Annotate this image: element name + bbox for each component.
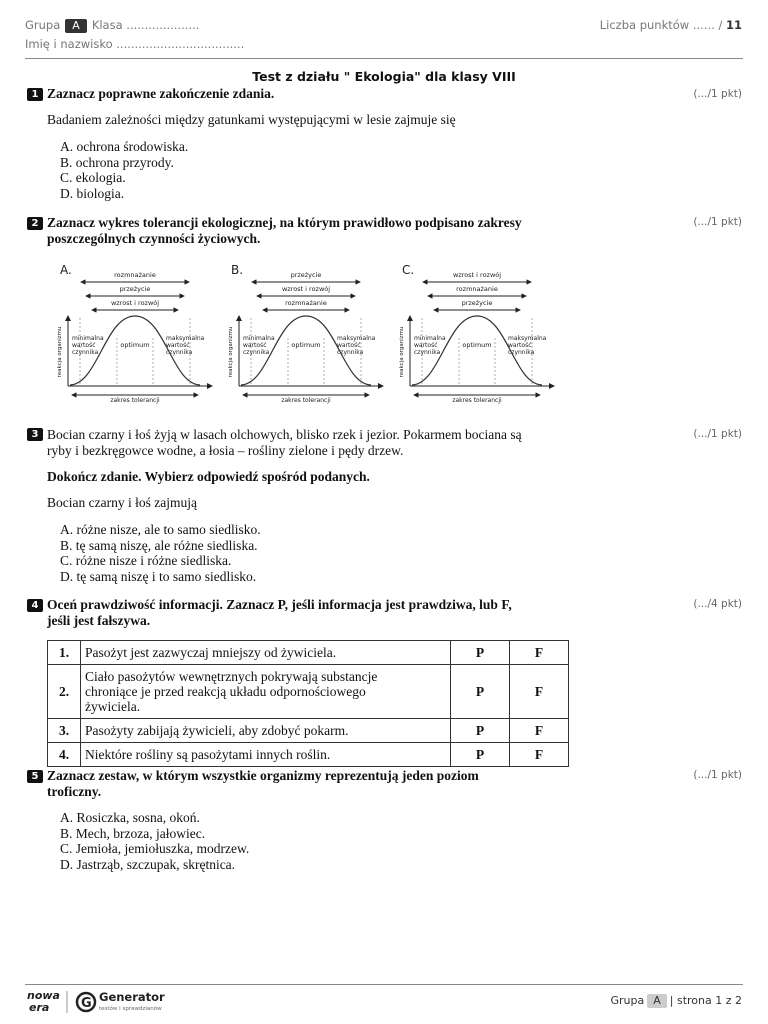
question-1-stem: Badaniem zależności między gatunkami występującymi w lesie zajmuje się	[47, 112, 456, 127]
question-3-line-2: ryby i bezkręgowce wodne, a łosia – rośliny zielone i pędy drzew.	[47, 443, 404, 458]
question-5-line-1: Zaznacz zestaw, w którym wszystkie organizmy reprezentują jeden poziom	[47, 768, 479, 783]
question-1-text: Zaznacz poprawne zakończenie zdania.	[47, 86, 275, 101]
product-name: Generator	[99, 990, 165, 1004]
min-value-label: wartość	[243, 342, 267, 349]
range-label: rozmnażanie	[456, 285, 498, 293]
option-a[interactable]: A. ochrona środowiska.	[60, 139, 189, 154]
min-value-label: czynnika	[414, 349, 441, 356]
min-value-label: minimalna	[72, 335, 104, 342]
question-4-points: (.../4 pkt)	[693, 598, 742, 610]
y-axis-label: reakcja organizmu	[228, 326, 234, 378]
y-axis-label: reakcja organizmu	[57, 326, 63, 378]
footer-divider	[25, 984, 743, 985]
group-label: Grupa	[25, 18, 61, 32]
header-divider	[25, 58, 743, 59]
question-5-line-2: troficzny.	[47, 784, 102, 799]
question-4-line-1: Oceń prawdziwość informacji. Zaznacz P, jeśli informacja jest prawdziwa, lub F,	[47, 597, 512, 612]
range-label: przeżycie	[290, 271, 322, 279]
false-option[interactable]: F	[510, 719, 569, 743]
page-number: | strona 1 z 2	[669, 994, 742, 1007]
option-d[interactable]: D. tę samą niszę i to samo siedlisko.	[60, 568, 257, 584]
tolerance-graphs	[50, 258, 570, 410]
brand-line-1: nowa	[27, 989, 60, 1002]
max-value-label: czynnika	[508, 349, 535, 356]
true-option[interactable]: P	[451, 719, 510, 743]
range-label: rozmnażanie	[114, 271, 156, 279]
points-total	[600, 18, 742, 32]
row-statement-line: Ciało pasożytów wewnętrznych pokrywają substancje	[85, 669, 378, 684]
question-2-number: 2	[27, 217, 43, 230]
tolerance-graph-c	[399, 263, 554, 404]
false-option[interactable]: F	[510, 641, 569, 665]
tolerance-range-label: zakres tolerancji	[281, 397, 331, 404]
table-row	[48, 665, 569, 719]
question-4-line-2: jeśli jest fałszywa.	[47, 613, 151, 628]
false-option[interactable]: F	[510, 743, 569, 767]
question-2-points: (.../1 pkt)	[693, 216, 742, 228]
question-3-points: (.../1 pkt)	[693, 428, 742, 440]
row-number: 3.	[48, 719, 81, 743]
row-statement-line: żywiciela.	[85, 699, 141, 714]
question-5-options	[60, 810, 249, 872]
group-badge: A	[65, 19, 87, 33]
row-statement	[81, 665, 451, 719]
range-label: wzrost i rozwój	[452, 271, 502, 279]
row-number: 1.	[48, 641, 81, 665]
option-b[interactable]: B. Mech, brzoza, jałowiec.	[60, 825, 206, 841]
table-row	[48, 641, 569, 665]
max-value-label: maksymalna	[508, 335, 547, 342]
publisher-logo	[25, 988, 185, 1016]
min-value-label: wartość	[72, 342, 96, 349]
header-group-class	[25, 18, 199, 33]
row-statement: Pasożyt jest zazwyczaj mniejszy od żywiciela.	[81, 641, 451, 665]
tolerance-graph-a	[57, 263, 212, 404]
range-label: wzrost i rozwój	[110, 299, 160, 307]
question-3-options	[60, 522, 261, 584]
option-a[interactable]: A. różne nisze, ale to samo siedlisko.	[60, 522, 261, 537]
option-b[interactable]: B. tę samą niszę, ale różne siedliska.	[60, 537, 258, 553]
question-5-points: (.../1 pkt)	[693, 769, 742, 781]
question-5-number: 5	[27, 770, 43, 783]
question-3-line-1: Bocian czarny i łoś żyją w lasach olchowych, blisko rzek i jezior. Pokarmem bociana są	[47, 427, 522, 442]
option-d[interactable]: D. biologia.	[60, 185, 125, 201]
option-c[interactable]: C. różne nisze i różne siedliska.	[60, 553, 232, 568]
false-option[interactable]: F	[510, 665, 569, 719]
footer-group-badge: A	[647, 994, 667, 1008]
y-axis-label: reakcja organizmu	[399, 326, 405, 378]
true-false-table	[47, 640, 569, 767]
question-2-line-1: Zaznacz wykres tolerancji ekologicznej, na którym prawidłowo podpisano zakresy	[47, 215, 522, 230]
min-value-label: minimalna	[414, 335, 446, 342]
question-4-number: 4	[27, 599, 43, 612]
question-1-points: (.../1 pkt)	[693, 88, 742, 100]
question-2-text	[47, 215, 522, 247]
tolerance-range-label: zakres tolerancji	[110, 397, 160, 404]
question-3-intro	[47, 427, 522, 459]
question-1-number: 1	[27, 88, 43, 101]
min-value-label: czynnika	[72, 349, 99, 356]
tolerance-range-label: zakres tolerancji	[452, 397, 502, 404]
true-option[interactable]: P	[451, 665, 510, 719]
question-3-instruction: Dokończ zdanie. Wybierz odpowiedź spośród podanych.	[47, 469, 370, 484]
option-c[interactable]: C. ekologia.	[60, 170, 126, 185]
question-4-text	[47, 597, 512, 629]
option-d[interactable]: D. Jastrząb, szczupak, skrętnica.	[60, 856, 236, 872]
range-label: przeżycie	[119, 285, 151, 293]
optimum-label: optimum	[462, 341, 492, 349]
tolerance-graph-b	[228, 263, 383, 404]
optimum-label: optimum	[291, 341, 321, 349]
range-label: wzrost i rozwój	[281, 285, 331, 293]
question-3-stem: Bocian czarny i łoś zajmują	[47, 495, 197, 510]
question-3-number: 3	[27, 428, 43, 441]
points-label: Liczba punktów ...... /	[599, 18, 723, 32]
question-1-options	[60, 139, 188, 201]
generator-g-letter: G	[81, 996, 92, 1011]
row-number: 4.	[48, 743, 81, 767]
footer-group-label: Grupa	[610, 994, 645, 1007]
row-statement: Niektóre rośliny są pasożytami innych roślin.	[81, 743, 451, 767]
range-label: rozmnażanie	[285, 299, 327, 307]
points-max: 11	[725, 18, 742, 32]
question-2-line-2: poszczególnych czynności życiowych.	[47, 231, 261, 246]
row-statement-line: chroniące je przed reakcją układu odpornościowego	[85, 684, 366, 699]
min-value-label: czynnika	[243, 349, 270, 356]
graph-letter: B.	[231, 263, 244, 277]
max-value-label: wartość	[337, 342, 361, 349]
max-value-label: maksymalna	[166, 335, 205, 342]
min-value-label: minimalna	[243, 335, 275, 342]
row-number: 2.	[48, 665, 81, 719]
option-a[interactable]: A. Rosiczka, sosna, okoń.	[60, 810, 200, 825]
max-value-label: wartość	[166, 342, 190, 349]
name-label: Imię i nazwisko ...................................	[25, 37, 245, 51]
max-value-label: wartość	[508, 342, 532, 349]
class-label: Klasa ....................	[91, 18, 200, 32]
graph-letter: C.	[402, 263, 415, 277]
true-option[interactable]: P	[451, 641, 510, 665]
max-value-label: maksymalna	[337, 335, 376, 342]
option-c[interactable]: C. Jemioła, jemiołuszka, modrzew.	[60, 841, 250, 856]
graph-letter: A.	[60, 263, 72, 277]
max-value-label: czynnika	[337, 349, 364, 356]
optimum-label: optimum	[120, 341, 150, 349]
question-5-text	[47, 768, 479, 800]
page-title: Test z działu " Ekologia" dla klasy VIII	[252, 69, 516, 84]
brand-line-2: era	[29, 1001, 50, 1014]
true-option[interactable]: P	[451, 743, 510, 767]
product-subtitle: testów i sprawdzianów	[99, 1006, 162, 1012]
table-row	[48, 743, 569, 767]
min-value-label: wartość	[414, 342, 438, 349]
option-b[interactable]: B. ochrona przyrody.	[60, 154, 174, 170]
range-label: przeżycie	[461, 299, 493, 307]
table-row	[48, 719, 569, 743]
row-statement: Pasożyty zabijają żywicieli, aby zdobyć pokarm.	[81, 719, 451, 743]
page-indicator	[610, 994, 742, 1008]
max-value-label: czynnika	[166, 349, 193, 356]
